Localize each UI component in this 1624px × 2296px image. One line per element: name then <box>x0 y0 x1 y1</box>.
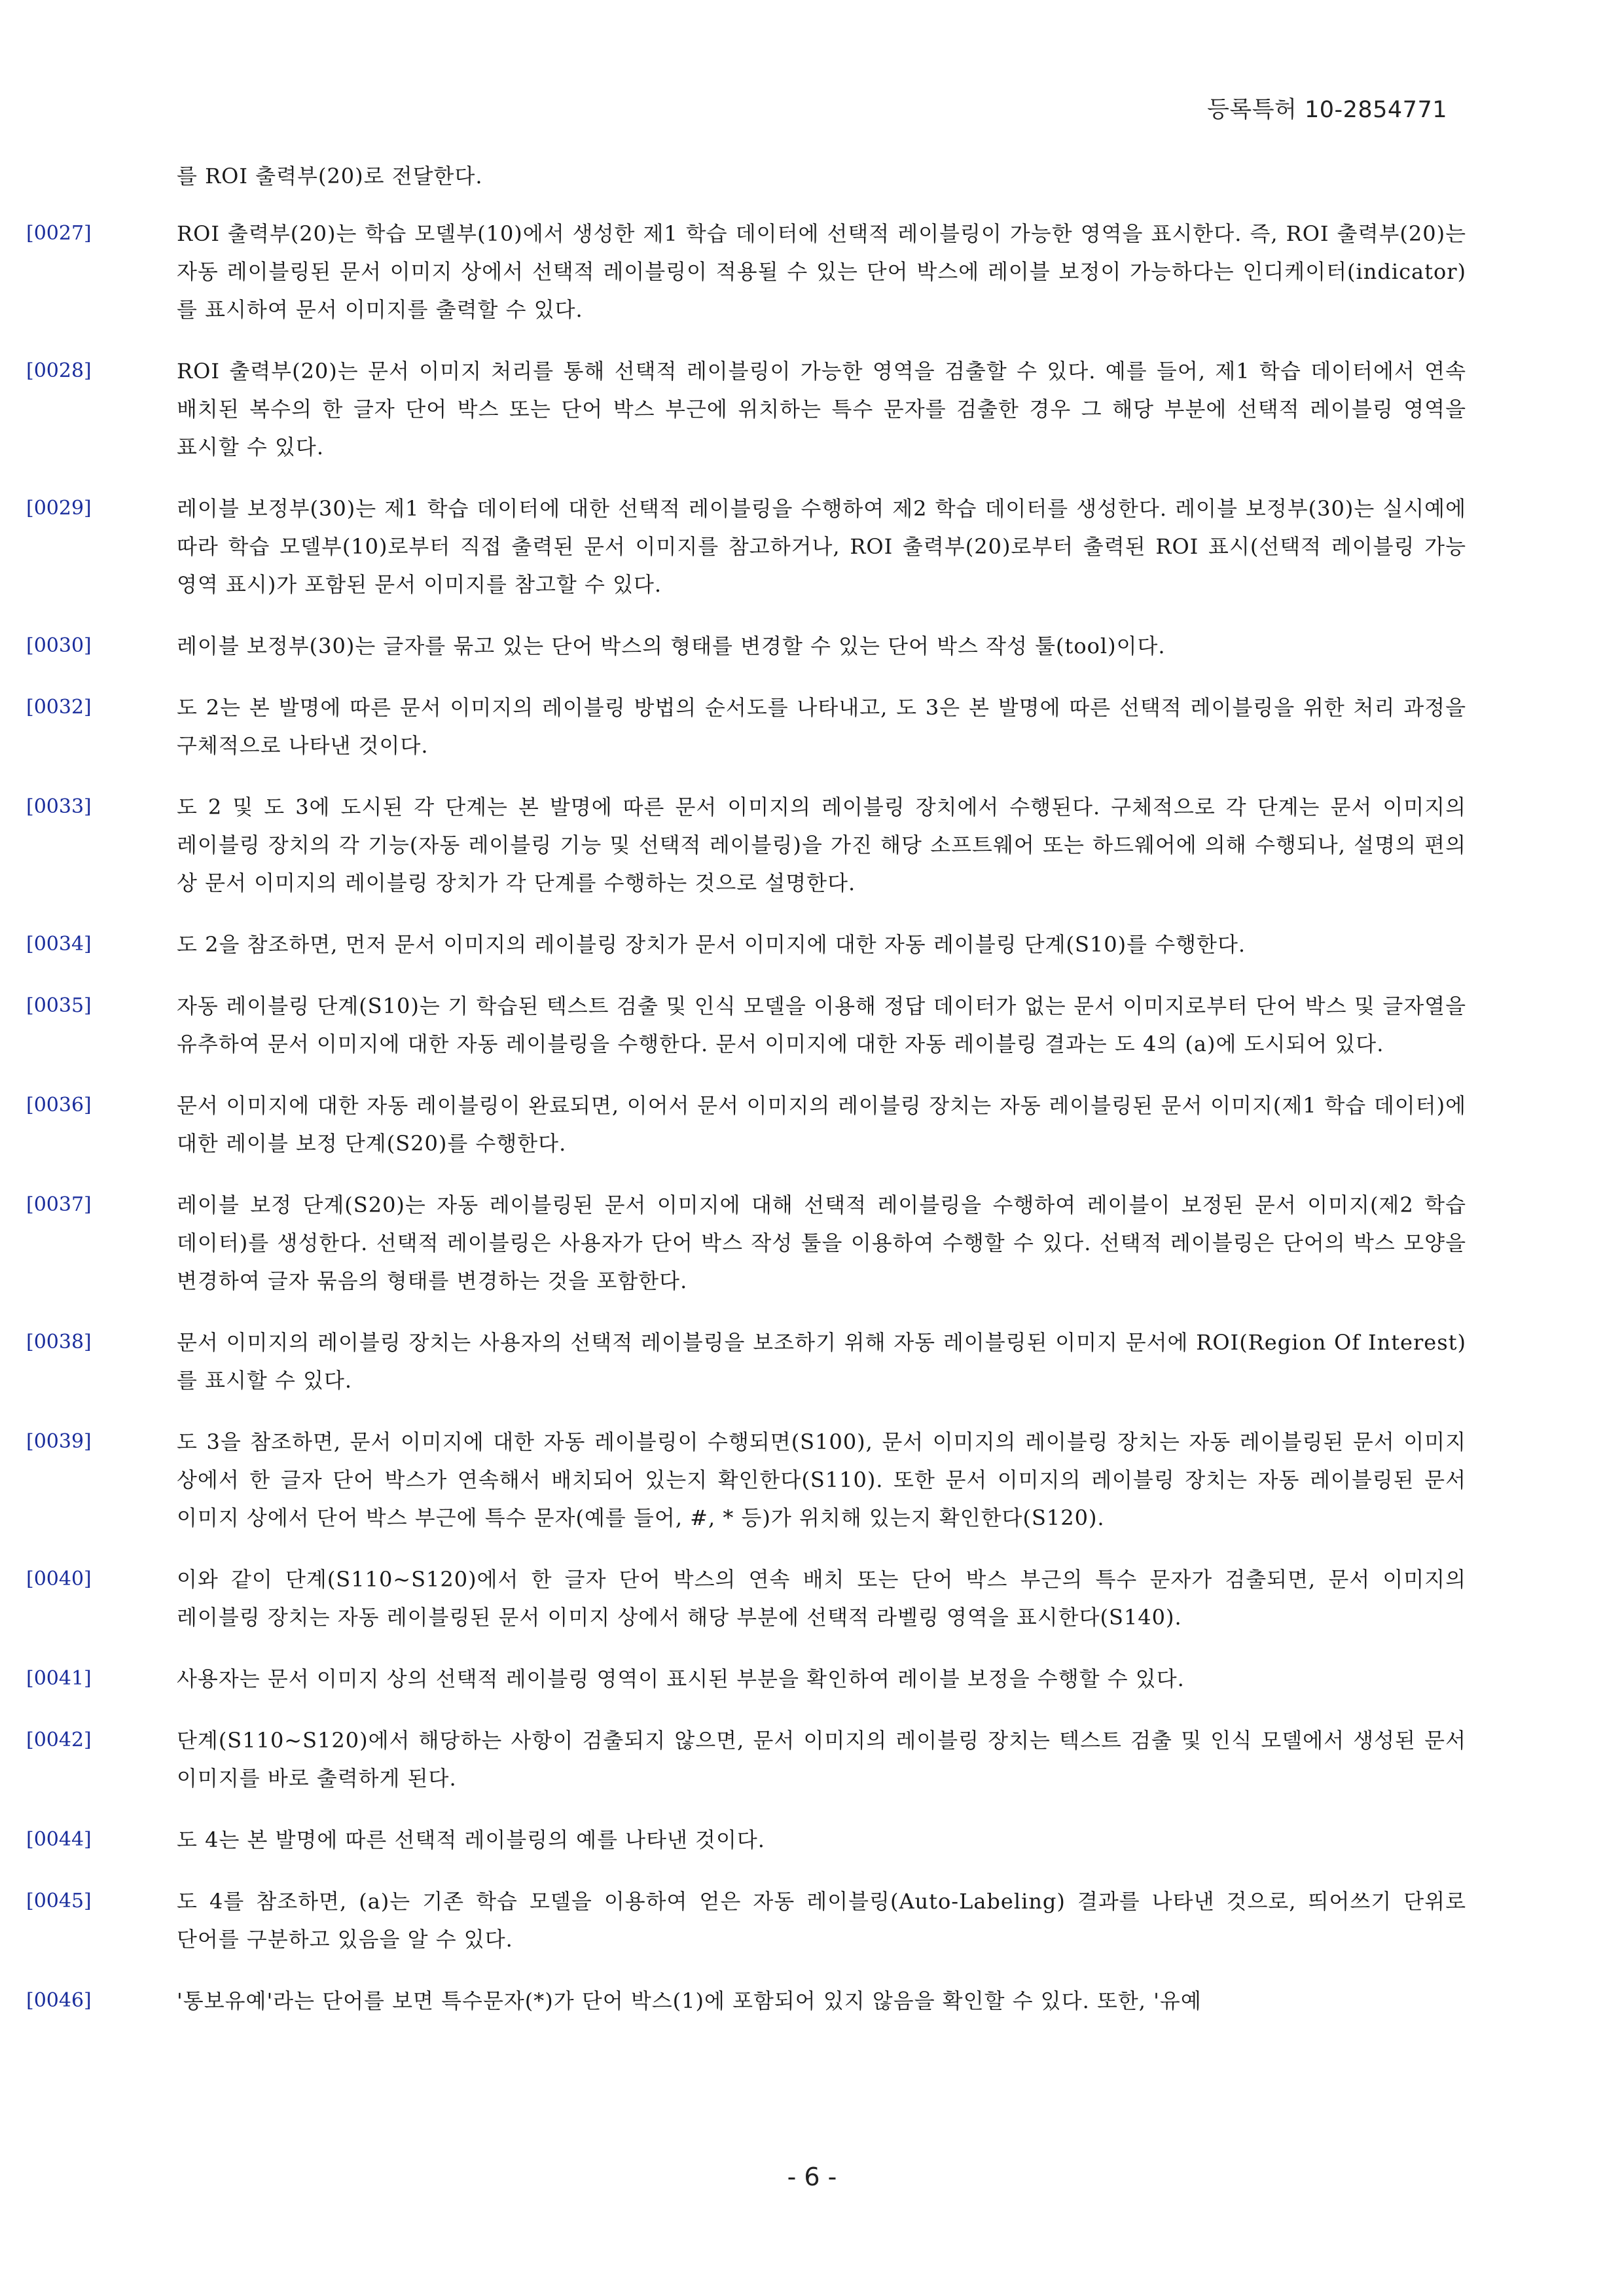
paragraph-number: [0040] <box>26 1568 92 1590</box>
paragraph-text: 레이블 보정부(30)는 글자를 묶고 있는 단어 박스의 형태를 변경할 수 있는 단어 박스 작성 툴(tool)이다. <box>177 634 1166 658</box>
patent-number-header: 등록특허 10-2854771 <box>1207 97 1447 123</box>
paragraph <box>26 490 1466 603</box>
paragraph-list <box>26 215 1466 2020</box>
paragraph-text: ROI 출력부(20)는 학습 모델부(10)에서 생성한 제1 학습 데이터에 선택적 레이블링이 가능한 영역을 표시한다. 즉, ROI 출력부(20)는 자동 레이블링된 문서 이미지 상에서 선택적 레이블링이 적용될 수 있는 단어 박스에 레이블 보정이 가능하다는 인디케이터(indicator)를 표시하여 문서 이미지를 출력할 수 있다. <box>177 221 1466 322</box>
paragraph-number: [0041] <box>26 1667 92 1690</box>
paragraph-number: [0028] <box>26 359 92 382</box>
paragraph <box>26 1882 1466 1958</box>
paragraph <box>26 925 1466 963</box>
paragraph-number: [0034] <box>26 933 92 956</box>
paragraph-text: ROI 출력부(20)는 문서 이미지 처리를 통해 선택적 레이블링이 가능한 영역을 검출할 수 있다. 예를 들어, 제1 학습 데이터에서 연속 배치된 복수의 한 글자 단어 박스 또는 단어 박스 부근에 위치하는 특수 문자를 검출한 경우 그 해당 부분에 선택적 레이블링 영역을 표시할 수 있다. <box>177 359 1466 459</box>
paragraph <box>26 352 1466 466</box>
paragraph-number: [0037] <box>26 1193 92 1216</box>
paragraph <box>26 1423 1466 1537</box>
paragraph <box>26 987 1466 1063</box>
paragraph-text: '통보유예'라는 단어를 보면 특수문자(*)가 단어 박스(1)에 포함되어 있지 않음을 확인할 수 있다. 또한, '유예 <box>177 1988 1202 2013</box>
paragraph-number: [0042] <box>26 1729 92 1751</box>
paragraph-text: 도 2을 참조하면, 먼저 문서 이미지의 레이블링 장치가 문서 이미지에 대한 자동 레이블링 단계(S10)를 수행한다. <box>177 932 1246 957</box>
document-body <box>26 157 1466 2043</box>
paragraph <box>26 1186 1466 1300</box>
paragraph-text: 도 2 및 도 3에 도시된 각 단계는 본 발명에 따른 문서 이미지의 레이블링 장치에서 수행된다. 구체적으로 각 단계는 문서 이미지의 레이블링 장치의 각 기능(자동 레이블링 기능 및 선택적 레이블링)을 가진 해당 소프트웨어 또는 하드웨어에 의해 수행되나, 설명의 편의 상 문서 이미지의 레이블링 장치가 각 단계를 수행하는 것으로 설명한다. <box>177 795 1466 895</box>
paragraph-number: [0035] <box>26 994 92 1017</box>
paragraph-text: 자동 레이블링 단계(S10)는 기 학습된 텍스트 검출 및 인식 모델을 이용해 정답 데이터가 없는 문서 이미지로부터 단어 박스 및 글자열을 유추하여 문서 이미지에 대한 자동 레이블링을 수행한다. 문서 이미지에 대한 자동 레이블링 결과는 도 4의 (a)에 도시되어 있다. <box>177 994 1466 1056</box>
paragraph-number: [0038] <box>26 1331 92 1354</box>
paragraph <box>26 1086 1466 1162</box>
paragraph <box>26 788 1466 902</box>
paragraph-number: [0046] <box>26 1989 92 2012</box>
paragraph-text: 문서 이미지에 대한 자동 레이블링이 완료되면, 이어서 문서 이미지의 레이블링 장치는 자동 레이블링된 문서 이미지(제1 학습 데이터)에 대한 레이블 보정 단계(S20)를 수행한다. <box>177 1093 1466 1156</box>
paragraph-number: [0027] <box>26 222 92 245</box>
paragraph-text: 도 3을 참조하면, 문서 이미지에 대한 자동 레이블링이 수행되면(S100), 문서 이미지의 레이블링 장치는 자동 레이블링된 문서 이미지 상에서 한 글자 단어 박스가 연속해서 배치되어 있는지 확인한다(S110). 또한 문서 이미지의 레이블링 장치는 자동 레이블링된 문서 이미지 상에서 단어 박스 부근에 특수 문자(예를 들어, #, * 등)가 위치해 있는지 확인한다(S120). <box>177 1429 1466 1530</box>
paragraph-number: [0039] <box>26 1430 92 1453</box>
paragraph <box>26 215 1466 329</box>
paragraph-text: 도 4를 참조하면, (a)는 기존 학습 모델을 이용하여 얻은 자동 레이블링(Auto-Labeling) 결과를 나타낸 것으로, 띄어쓰기 단위로 단어를 구분하고 있음을 알 수 있다. <box>177 1889 1466 1952</box>
paragraph-text: 단계(S110~S120)에서 해당하는 사항이 검출되지 않으면, 문서 이미지의 레이블링 장치는 텍스트 검출 및 인식 모델에서 생성된 문서 이미지를 바로 출력하게 된다. <box>177 1728 1466 1791</box>
paragraph <box>26 689 1466 764</box>
paragraph-number: [0029] <box>26 497 92 520</box>
paragraph-number: [0032] <box>26 696 92 719</box>
paragraph-number: [0030] <box>26 634 92 657</box>
paragraph-number: [0045] <box>26 1890 92 1912</box>
paragraph-text: 도 2는 본 발명에 따른 문서 이미지의 레이블링 방법의 순서도를 나타내고, 도 3은 본 발명에 따른 선택적 레이블링을 위한 처리 과정을 구체적으로 나타낸 것이다. <box>177 695 1466 758</box>
paragraph <box>26 1982 1466 2020</box>
paragraph <box>26 1721 1466 1797</box>
paragraph <box>26 1560 1466 1636</box>
paragraph-text: 레이블 보정 단계(S20)는 자동 레이블링된 문서 이미지에 대해 선택적 레이블링을 수행하여 레이블이 보정된 문서 이미지(제2 학습 데이터)를 생성한다. 선택적 레이블링은 사용자가 단어 박스 작성 툴을 이용하여 수행할 수 있다. 선택적 레이블링은 단어의 박스 모양을 변경하여 글자 묶음의 형태를 변경하는 것을 포함한다. <box>177 1193 1466 1293</box>
paragraph-text: 문서 이미지의 레이블링 장치는 사용자의 선택적 레이블링을 보조하기 위해 자동 레이블링된 이미지 문서에 ROI(Region Of Interest)를 표시할 수 있다. <box>177 1330 1466 1393</box>
paragraph-text: 도 4는 본 발명에 따른 선택적 레이블링의 예를 나타낸 것이다. <box>177 1827 765 1852</box>
continuation-text: 를 ROI 출력부(20)로 전달한다. <box>177 164 483 188</box>
paragraph-number: [0036] <box>26 1094 92 1117</box>
paragraph-text: 이와 같이 단계(S110~S120)에서 한 글자 단어 박스의 연속 배치 또는 단어 박스 부근의 특수 문자가 검출되면, 문서 이미지의 레이블링 장치는 자동 레이블링된 문서 이미지 상에서 해당 부분에 선택적 라벨링 영역을 표시한다(S140). <box>177 1567 1466 1630</box>
paragraph <box>26 627 1466 665</box>
paragraph <box>26 1821 1466 1859</box>
page-number: - 6 - <box>787 2162 837 2191</box>
paragraph <box>26 1323 1466 1399</box>
paragraph-text: 레이블 보정부(30)는 제1 학습 데이터에 대한 선택적 레이블링을 수행하여 제2 학습 데이터를 생성한다. 레이블 보정부(30)는 실시예에 따라 학습 모델부(10)로부터 직접 출력된 문서 이미지를 참고하거나, ROI 출력부(20)로부터 출력된 ROI 표시(선택적 레이블링 가능 영역 표시)가 포함된 문서 이미지를 참고할 수 있다. <box>177 496 1466 597</box>
paragraph-text: 사용자는 문서 이미지 상의 선택적 레이블링 영역이 표시된 부분을 확인하여 레이블 보정을 수행할 수 있다. <box>177 1666 1185 1691</box>
paragraph-number: [0044] <box>26 1828 92 1851</box>
paragraph <box>26 1660 1466 1698</box>
paragraph-number: [0033] <box>26 795 92 818</box>
